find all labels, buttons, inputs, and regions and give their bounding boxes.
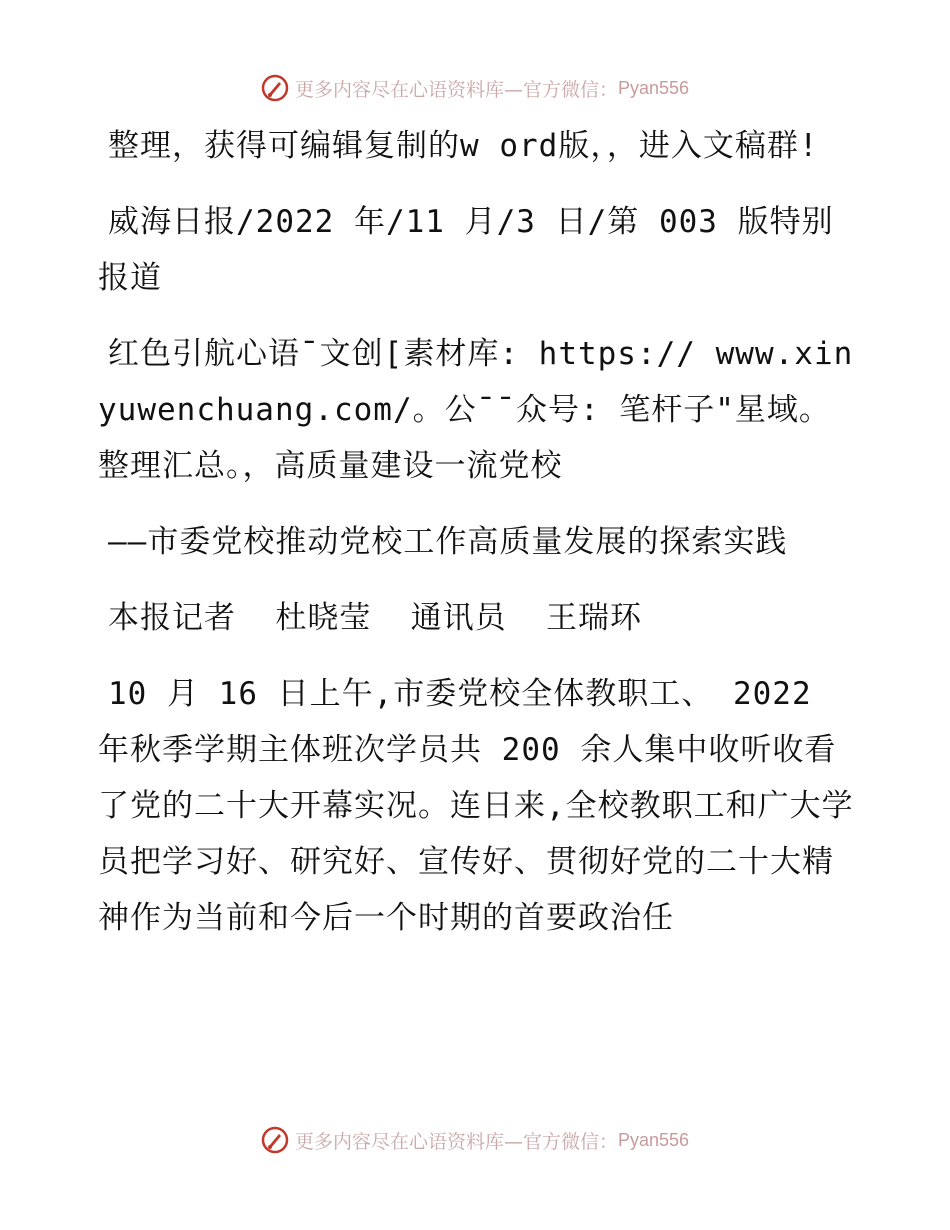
watermark-text: 更多内容尽在心语资料库—官方微信： xyxy=(294,1130,618,1153)
paragraph-source: 威海日报/2022 年/11 月/3 日/第 003 版特别报道 xyxy=(98,204,834,296)
watermark-contact: Pyan556 xyxy=(617,1129,690,1150)
paragraph-subtitle: ——市委党校推动党校工作高质量发展的探索实践 xyxy=(108,524,788,560)
document-body xyxy=(98,118,858,966)
quill-logo-icon xyxy=(261,1126,289,1154)
watermark-text: 更多内容尽在心语资料库—官方微信： xyxy=(294,78,618,101)
paragraph-body: 10 月 16 日上午,市委党校全体教职工、 2022 年秋季学期主体班次学员共 200 余人集中收听收看了党的二十大开幕实况。连日来,全校教职工和广大学员把学习好、研究好、宣传好、贯彻好党的二十大精神作为当前和今后一个时期的首要政治任 xyxy=(98,676,854,936)
paragraph-byline: 本报记者 杜晓莹 通讯员 王瑞环 xyxy=(108,600,642,636)
quill-logo-icon xyxy=(261,74,289,102)
paragraph-intro: 整理，获得可编辑复制的w ord版，，进入文稿群! xyxy=(108,128,819,164)
header-watermark xyxy=(0,74,950,102)
paragraph-title: 红色引航心语¯文创[素材库: https:// www.xinyuwenchuang.com/。公¯¯众号: 笔杆子"星域。整理汇总。，高质量建设一流党校 xyxy=(98,336,854,484)
footer-watermark xyxy=(0,1126,950,1154)
watermark-contact: Pyan556 xyxy=(617,77,690,98)
